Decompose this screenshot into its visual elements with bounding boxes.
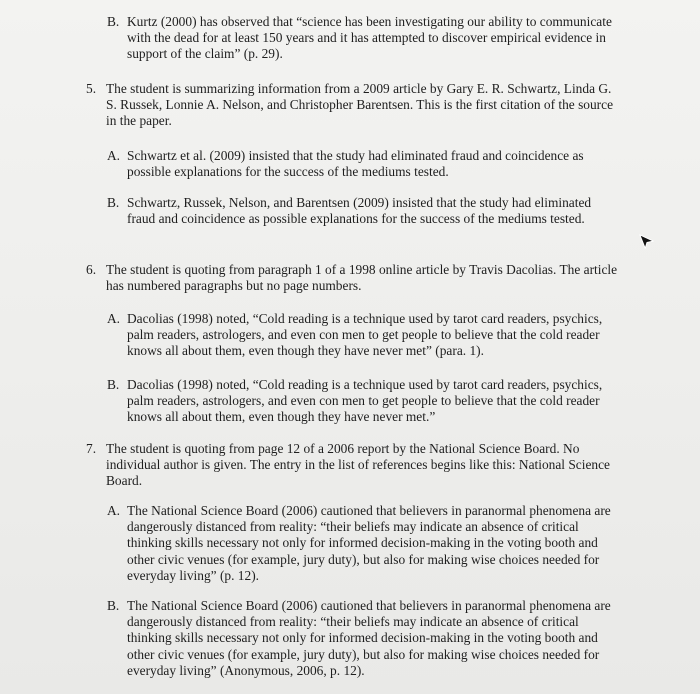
question-number: 5. [86, 81, 97, 96]
q4-option-b [107, 14, 618, 63]
question-number: 7. [86, 441, 97, 456]
q7-option-b [107, 598, 618, 679]
question-7 [86, 441, 620, 490]
option-text: The National Science Board (2006) cautioned that believers in paranormal phenomena are dangerously distanced from reality: “their beliefs may indicate an absence of critical thinking skills necessary not only for informed decision-making in the voting booth and other civic venues (for example, jury duty), but also for making wise choices needed for everyday living” (p. 12). [127, 503, 611, 583]
option-label: B. [107, 195, 120, 210]
option-text: Kurtz (2000) has observed that “science has been investigating our ability to communicate with the dead for at least 150 years and it has attempted to discover empirical evidence in support of the claim” (p. 29). [127, 14, 612, 62]
q7-option-a [107, 503, 618, 584]
option-text: Schwartz, Russek, Nelson, and Barentsen (2009) insisted that the study had eliminated fraud and coincidence as possible explanations for the success of the mediums tested. [127, 195, 592, 227]
q6-option-b [107, 377, 618, 426]
q5-option-b [107, 195, 618, 227]
question-text: The student is quoting from page 12 of a 2006 report by the National Science Board. No individual author is given. The entry in the list of references begins like this: National Science Board. [106, 441, 610, 489]
option-text: Schwartz et al. (2009) insisted that the study had eliminated fraud and coincidence as possible explanations for the success of the mediums tested. [127, 148, 584, 180]
option-label: B. [107, 598, 120, 613]
option-text: Dacolias (1998) noted, “Cold reading is a technique used by tarot card readers, psychics, palm readers, astrologers, and even con men to get people to believe that the cold reader knows all about them, even though they have never met” (para. 1). [127, 311, 603, 359]
option-text: Dacolias (1998) noted, “Cold reading is a technique used by tarot card readers, psychics, palm readers, astrologers, and even con men to get people to believe that the cold reader knows all about them, even though they have never met.” [127, 377, 603, 425]
question-6 [86, 262, 620, 294]
q5-option-a [107, 148, 618, 180]
question-number: 6. [86, 262, 97, 277]
mouse-pointer-icon [638, 233, 656, 251]
option-label: A. [107, 503, 121, 518]
q6-option-a [107, 311, 618, 360]
question-5 [86, 81, 620, 130]
option-text: The National Science Board (2006) cautioned that believers in paranormal phenomena are dangerously distanced from reality: “their beliefs may indicate an absence of critical thinking skills necessary not only for informed decision-making in the voting booth and other civic venues (for example, jury duty), but also for making wise choices needed for everyday living” (Anonymous, 2006, p. 12). [127, 598, 611, 678]
question-text: The student is summarizing information from a 2009 article by Gary E. R. Schwartz, Linda G. S. Russek, Lonnie A. Nelson, and Christopher Barentsen. This is the first citation of the source in the paper. [106, 81, 614, 129]
option-label: A. [107, 148, 121, 163]
option-label: B. [107, 14, 120, 29]
question-text: The student is quoting from paragraph 1 of a 1998 online article by Travis Dacolias. The article has numbered paragraphs but no page numbers. [106, 262, 618, 294]
option-label: B. [107, 377, 120, 392]
option-label: A. [107, 311, 121, 326]
